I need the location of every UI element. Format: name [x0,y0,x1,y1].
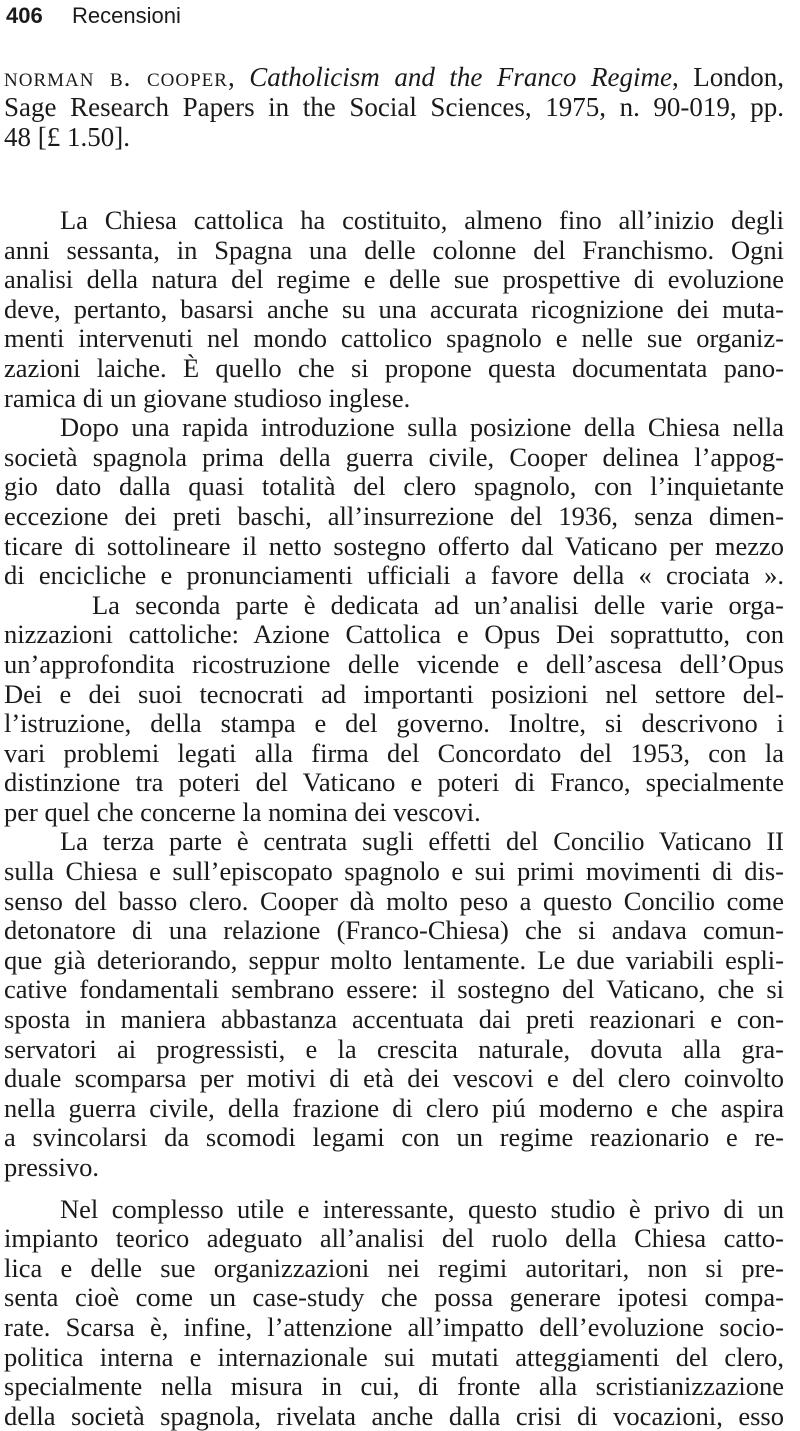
text-line: cative fondamentali sembrano essere: il sostegno del Vaticano, che si [4,974,784,1005]
text-line: gio dato dalla quasi totalità del clero spagnolo, con l’inquietante [4,471,784,502]
citation-publisher: , London, [671,62,784,92]
page-number: 406 [6,3,43,28]
paragraph-gap [4,1183,784,1195]
text-line: senso del basso clero. Cooper dà molto peso a questo Concilio come [4,885,784,916]
text-line: sposta in maniera abbastanza accentuata dai preti reazionari e con- [4,1004,784,1035]
text-line: servatori ai progressisti, e la crescita naturale, dovuta alla gra- [4,1033,784,1064]
paragraph [4,413,784,591]
text-line: società spagnola prima della guerra civile, Cooper delinea l’appog- [4,441,784,472]
text-line: lica e delle sue organizzazioni nei regimi autoritari, non si pre- [4,1252,784,1283]
text-line: Dei e dei suoi tecnocrati ad importanti posizioni nel settore del- [4,678,784,709]
text-line: pressivo. [4,1152,99,1182]
text-line: duale scomparsa per motivi di età dei vescovi e del clero coinvolto [4,1063,784,1094]
text-line: distinzione tra poteri del Vaticano e poteri di Franco, specialmente [4,767,784,798]
text-line: La seconda parte è dedicata ad un’analisi delle varie orga- [92,589,784,620]
text-line: anni sessanta, in Spagna una delle colonne del Franchismo. Ogni [4,234,784,265]
text-line: Dopo una rapida introduzione sulla posizione della Chiesa nella [60,412,784,443]
text-line: nizzazioni cattoliche: Azione Cattolica e Opus Dei soprattutto, con [4,619,784,650]
citation-separator: , [227,62,250,92]
text-line: nella guerra civile, della frazione di clero piú moderno e che aspira [4,1092,784,1123]
citation-line [4,62,784,92]
text-line: di encicliche e pronunciamenti ufficiali a favore della « crociata ». [4,560,784,591]
text-line: per quel che concerne la nomina dei vescovi. [4,796,481,827]
paragraph [4,206,784,413]
paragraph [4,591,784,828]
running-header [6,0,181,36]
text-line: specialmente nella misura in cui, di fronte alla scristianizzazione [4,1371,784,1402]
citation-line: 48 [£ 1.50]. [4,122,130,152]
review-body [4,206,784,1431]
text-line: l’istruzione, della stampa e del governo. Inoltre, si descrivono i [4,708,784,739]
text-line: della società spagnola, rivelata anche dalla crisi di vocazioni, esso [4,1400,784,1431]
citation-line: Sage Research Papers in the Social Sciences, 1975, n. 90-019, pp. [4,92,784,122]
text-line: zazioni laiche. È quello che si propone questa documentata pano- [4,352,784,383]
section-title: Recensioni [72,3,181,28]
text-line: senta cioè come un case-study che possa generare ipotesi compa- [4,1282,784,1313]
text-line: eccezione dei preti baschi, all’insurrezione del 1936, senza dimen- [4,500,784,531]
paragraph [4,827,784,1182]
text-line: ticare di sottolineare il netto sostegno offerto dal Vaticano per mezzo [4,530,784,561]
text-line: ramica di un giovane studioso inglese. [4,382,411,413]
paragraph [4,1195,784,1431]
text-line: vari problemi legati alla firma del Concordato del 1953, con la [4,737,784,768]
text-line: Nel complesso utile e interessante, questo studio è privo di un [60,1193,784,1224]
text-line: a svincolarsi da scomodi legami con un regime reazionario e re- [4,1122,784,1153]
bibliographic-citation [4,62,784,152]
text-line: deve, pertanto, basarsi anche su una accurata ricognizione dei muta- [4,293,784,324]
citation-author: norman b. cooper [4,62,228,92]
text-line: politica interna e internazionale sui mutati atteggiamenti del clero, [4,1341,784,1372]
text-line: sulla Chiesa e sull’episcopato spagnolo e sui primi movimenti di dis- [4,856,784,887]
text-line: La terza parte è centrata sugli effetti del Concilio Vaticano II [60,826,784,857]
citation-title: Catholicism and the Franco Regime [249,62,672,92]
text-line: un’approfondita ricostruzione delle vicende e dell’ascesa dell’Opus [4,648,784,679]
text-line: menti intervenuti nel mondo cattolico spagnolo e nelle sue organiz- [4,323,784,354]
text-line: rate. Scarsa è, infine, l’attenzione all’impatto dell’evoluzione socio- [4,1311,784,1342]
text-line: que già deteriorando, seppur molto lentamente. Le due variabili espli- [4,944,784,975]
text-line: La Chiesa cattolica ha costituito, almeno fino all’inizio degli [60,205,784,235]
text-line: impianto teorico adeguato all’analisi del ruolo della Chiesa catto- [4,1223,784,1254]
text-line: analisi della natura del regime e delle sue prospettive di evoluzione [4,264,784,295]
text-line: detonatore di una relazione (Franco-Chiesa) che si andava comun- [4,915,784,946]
